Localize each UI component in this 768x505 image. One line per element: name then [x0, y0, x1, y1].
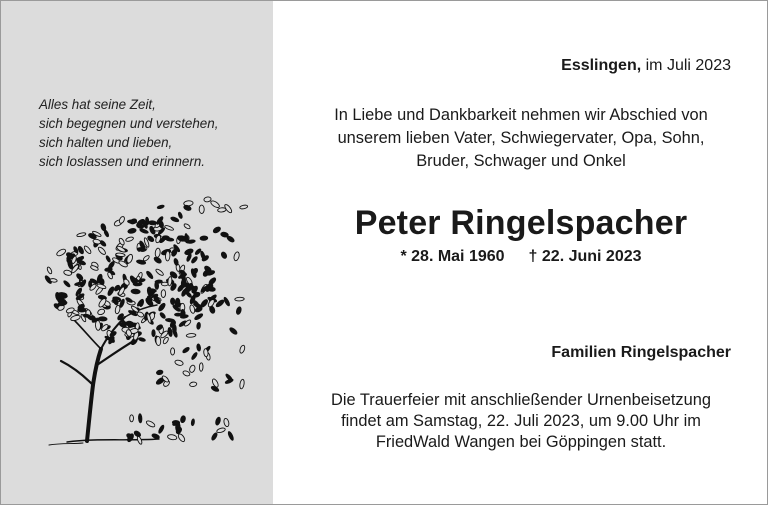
service-line: Die Trauerfeier mit anschließender Urnenbeisetzung [331, 391, 711, 409]
life-dates [273, 248, 768, 266]
farewell-text [273, 104, 768, 173]
city: Esslingen, [561, 57, 642, 74]
quote-line: Alles hat seine Zeit, [39, 97, 156, 112]
quote-text [39, 95, 269, 171]
date: im Juli 2023 [645, 57, 731, 74]
place-and-date [561, 57, 731, 75]
quote-panel [1, 1, 273, 505]
death-date: † 22. Juni 2023 [528, 248, 642, 265]
quote-line: sich halten und lieben, [39, 135, 173, 150]
quote-line: sich begegnen und verstehen, [39, 116, 219, 131]
service-line: FriedWald Wangen bei Göppingen statt. [375, 433, 667, 451]
farewell-line: unserem lieben Vater, Schwiegervater, Opa, Sohn, [337, 129, 705, 147]
service-line: findet am Samstag, 22. Juli 2023, um 9.00 Uhr im [341, 412, 701, 430]
service-info [273, 390, 768, 453]
text-panel [273, 1, 768, 505]
farewell-line: In Liebe und Dankbarkeit nehmen wir Abschied von [334, 106, 708, 124]
family-signature: Familien Ringelspacher [551, 344, 731, 361]
farewell-line: Bruder, Schwager und Onkel [416, 152, 626, 170]
windblown-tree-icon [27, 189, 253, 455]
quote-line: sich loslassen und erinnern. [39, 154, 205, 169]
birth-date: * 28. Mai 1960 [400, 248, 505, 265]
deceased-name: Peter Ringelspacher [354, 204, 688, 242]
